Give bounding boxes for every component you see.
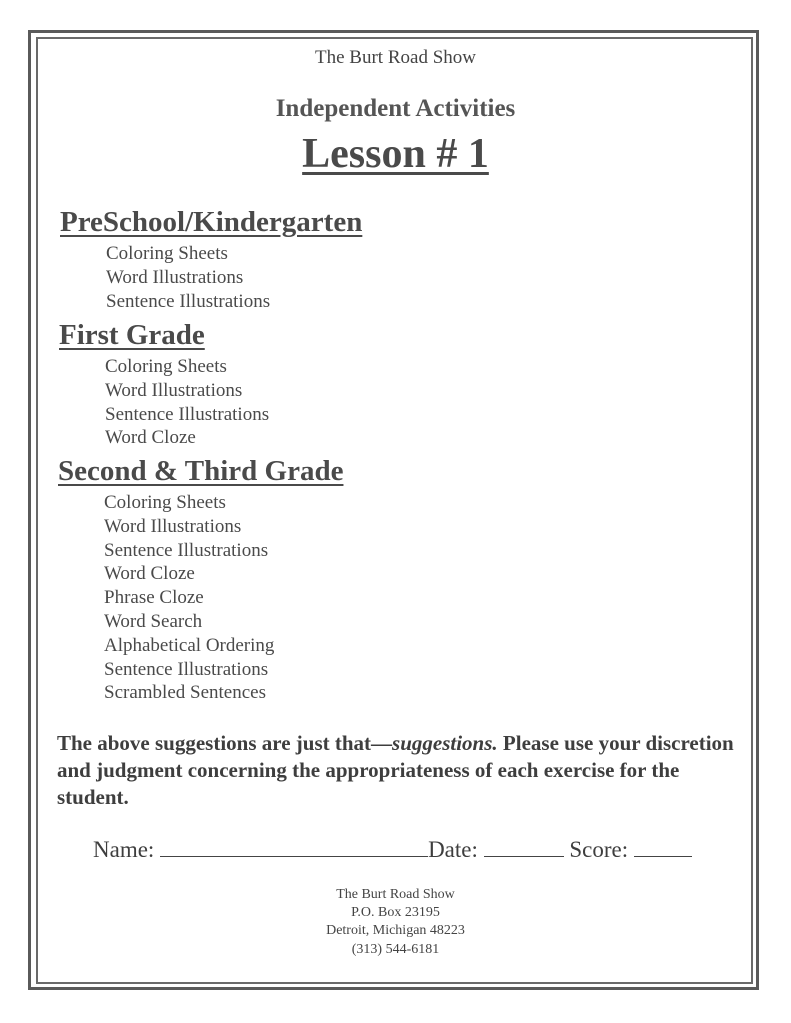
list-item: Word Illustrations bbox=[105, 379, 243, 401]
show-title: The Burt Road Show bbox=[315, 47, 476, 68]
section-title-preschool: PreSchool/Kindergarten bbox=[60, 206, 363, 238]
footer-city: Detroit, Michigan 48223 bbox=[326, 923, 465, 939]
date-label: Date: bbox=[428, 837, 478, 862]
score-field[interactable] bbox=[634, 836, 692, 857]
list-item: Coloring Sheets bbox=[106, 243, 228, 264]
lesson-title: Lesson # 1 bbox=[302, 131, 489, 177]
footer-address bbox=[0, 886, 791, 959]
list-item: Sentence Illustrations bbox=[104, 539, 269, 561]
footer-phone: (313) 544-6181 bbox=[351, 941, 440, 957]
list-item: Sentence Illustrations bbox=[105, 403, 270, 425]
note-text-end: Please use your discretion and judgment concerning the appropriateness of each exercise for the student. bbox=[57, 731, 734, 809]
list-item: Word Search bbox=[104, 610, 203, 632]
footer-po-box: P.O. Box 23195 bbox=[351, 905, 440, 921]
suggestion-note bbox=[57, 730, 737, 811]
list-item: Word Cloze bbox=[104, 563, 195, 585]
note-emphasis: suggestions. bbox=[392, 731, 498, 755]
activities-subtitle: Independent Activities bbox=[275, 95, 516, 122]
list-item: Word Illustrations bbox=[104, 515, 242, 537]
date-field[interactable] bbox=[484, 836, 564, 857]
list-item: Word Cloze bbox=[105, 427, 196, 449]
list-item: Phrase Cloze bbox=[104, 587, 204, 609]
list-item: Scrambled Sentences bbox=[104, 682, 266, 704]
student-info-row bbox=[93, 836, 692, 863]
list-item: Word Illustrations bbox=[106, 266, 244, 288]
lesson-heading bbox=[0, 130, 791, 178]
list-item: Sentence Illustrations bbox=[104, 658, 269, 680]
section-list-preschool bbox=[106, 242, 270, 313]
section-list-second-third-grade bbox=[104, 491, 274, 705]
list-item: Alphabetical Ordering bbox=[104, 634, 275, 656]
name-label: Name: bbox=[93, 837, 155, 862]
name-field[interactable] bbox=[160, 836, 428, 857]
list-item: Coloring Sheets bbox=[104, 492, 226, 513]
list-item: Sentence Illustrations bbox=[106, 290, 271, 312]
section-title-second-third-grade: Second & Third Grade bbox=[58, 455, 344, 487]
section-title-first-grade: First Grade bbox=[59, 319, 205, 351]
footer-org: The Burt Road Show bbox=[336, 887, 455, 902]
score-label: Score: bbox=[569, 837, 629, 862]
section-list-first-grade bbox=[105, 355, 269, 450]
list-item: Coloring Sheets bbox=[105, 356, 227, 377]
note-text-start: The above suggestions are just that— bbox=[57, 731, 393, 755]
